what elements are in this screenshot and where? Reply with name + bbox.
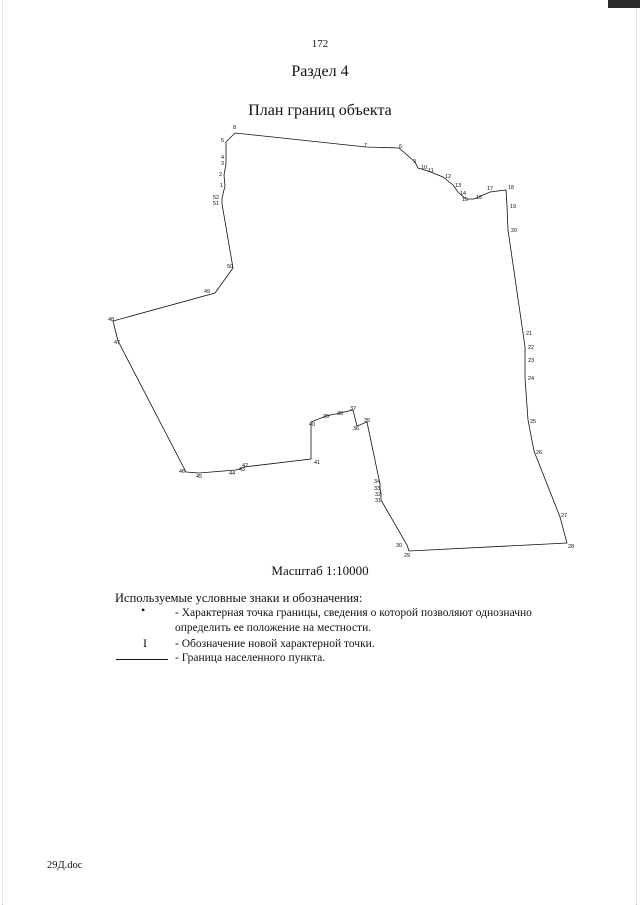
- point-label-33: 33: [374, 486, 381, 492]
- point-label-37: 37: [350, 406, 357, 412]
- point-label-27: 27: [561, 513, 568, 519]
- point-label-28: 28: [568, 544, 575, 550]
- scale-label: Масштаб 1:10000: [271, 563, 369, 578]
- boundary-polygon: [113, 133, 567, 551]
- plan-title: План границ объекта: [248, 102, 392, 119]
- point-label-18: 18: [508, 185, 515, 191]
- point-label-23: 23: [528, 358, 535, 364]
- legend-boundary-line: [116, 659, 168, 660]
- point-label-29: 29: [404, 553, 411, 559]
- section-title: Раздел 4: [291, 63, 349, 80]
- point-label-31: 31: [375, 498, 382, 504]
- point-label-42: 42: [242, 463, 249, 469]
- boundary-map: [0, 120, 640, 560]
- scan-corner-mark: [608, 0, 640, 8]
- point-label-8: 8: [233, 125, 237, 131]
- point-label-16: 16: [476, 195, 483, 201]
- point-label-10: 10: [421, 165, 428, 171]
- file-name: 29Д.doc: [47, 860, 83, 871]
- point-label-7: 7: [364, 143, 368, 149]
- point-label-48: 48: [108, 317, 115, 323]
- point-label-19: 19: [510, 204, 517, 210]
- point-label-13: 13: [455, 183, 462, 189]
- point-label-49: 49: [204, 289, 211, 295]
- point-label-50: 50: [227, 264, 234, 270]
- point-label-47: 47: [114, 340, 121, 346]
- legend-title: Используемые условные знаки и обозначения:: [115, 591, 363, 605]
- point-label-40: 40: [309, 422, 316, 428]
- point-label-14: 14: [460, 191, 467, 197]
- page-number: 172: [311, 38, 329, 50]
- point-label-41: 41: [314, 460, 321, 466]
- point-label-45: 45: [196, 474, 203, 480]
- point-label-9: 9: [413, 159, 417, 165]
- point-label-17: 17: [487, 186, 494, 192]
- legend-new-point-text: - Обозначение новой характерной точки.: [175, 638, 375, 650]
- point-label-15: 15: [462, 197, 469, 203]
- point-label-24: 24: [528, 376, 535, 382]
- point-label-22: 22: [528, 345, 535, 351]
- legend-boundary-text: - Граница населенного пункта.: [175, 652, 326, 664]
- point-label-44: 44: [229, 471, 236, 477]
- point-label-21: 21: [526, 331, 533, 337]
- point-label-12: 12: [445, 174, 452, 180]
- legend-dot-text-1: - Характерная точка границы, сведения о которой позволяют однозначно: [175, 607, 532, 619]
- point-label-39: 39: [323, 414, 330, 420]
- point-label-51: 51: [213, 201, 220, 207]
- point-label-20: 20: [511, 228, 518, 234]
- point-label-34: 34: [374, 479, 381, 485]
- point-label-36: 36: [353, 426, 360, 432]
- point-label-32: 32: [375, 492, 382, 498]
- point-label-30: 30: [396, 543, 403, 549]
- point-label-52: 52: [213, 195, 220, 201]
- legend-dot-text-2: определить ее положение на местности.: [175, 622, 372, 634]
- point-label-46: 46: [179, 469, 186, 475]
- legend-dot-symbol: •: [141, 603, 146, 617]
- point-label-6: 6: [399, 144, 403, 150]
- point-label-38: 38: [337, 411, 344, 417]
- point-label-4: 4: [221, 155, 225, 161]
- point-label-5: 5: [221, 138, 225, 144]
- point-label-2: 2: [219, 172, 223, 178]
- point-label-11: 11: [428, 168, 434, 174]
- point-label-3: 3: [221, 161, 225, 167]
- point-label-35: 35: [364, 418, 371, 424]
- point-label-26: 26: [536, 450, 543, 456]
- point-label-25: 25: [530, 419, 537, 425]
- point-label-1: 1: [220, 183, 224, 189]
- legend-new-point-symbol: I: [143, 636, 147, 650]
- point-label-43: 43: [239, 467, 246, 473]
